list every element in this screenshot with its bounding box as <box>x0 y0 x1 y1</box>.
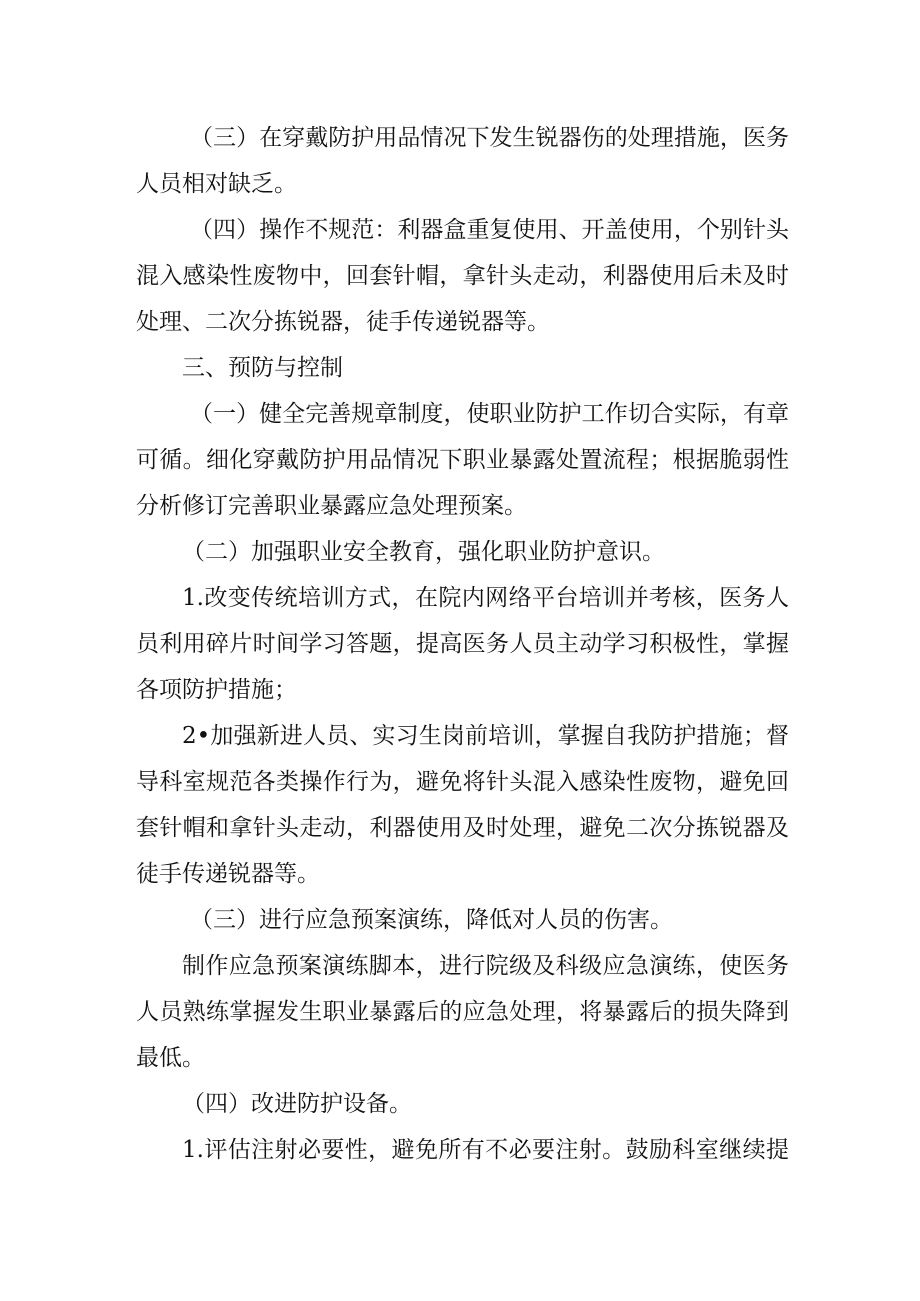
paragraph-line: 制作应急预案演练脚本，进行院级及科级应急演练，使医务 <box>182 953 789 979</box>
paragraph-line: 分析修订完善职业暴露应急处理预案。 <box>136 493 527 519</box>
section-heading: 三、预防与控制 <box>182 355 343 381</box>
paragraph-line: 导科室规范各类操作行为，避免将针头混入感染性废物，避免回 <box>136 769 789 795</box>
paragraph-line: 2•加强新进人员、实习生岗前培训，掌握自我防护措施；督 <box>182 723 789 749</box>
paragraph-line: 人员相对缺乏。 <box>136 171 297 197</box>
paragraph-line: 混入感染性废物中，回套针帽，拿针头走动，利器使用后未及时 <box>136 263 789 289</box>
paragraph-line: 可循。细化穿戴防护用品情况下职业暴露处置流程；根据脆弱性 <box>136 447 789 473</box>
subsection-heading: （四）改进防护设备。 <box>182 1091 412 1117</box>
paragraph-line: 1.改变传统培训方式，在院内网络平台培训并考核，医务人 <box>182 585 789 611</box>
paragraph-line: 员利用碎片时间学习答题，提高医务人员主动学习积极性，掌握 <box>136 631 789 657</box>
paragraph-line: 最低。 <box>136 1045 205 1071</box>
subsection-heading: （二）加强职业安全教育，强化职业防护意识。 <box>182 539 665 565</box>
paragraph-line: 各项防护措施； <box>136 677 297 703</box>
paragraph-line: 处理、二次分拣锐器，徒手传递锐器等。 <box>136 309 550 335</box>
paragraph-line: 徒手传递锐器等。 <box>136 861 320 887</box>
subsection-heading: （三）进行应急预案演练，降低对人员的伤害。 <box>190 907 673 933</box>
paragraph-line: 人员熟练掌握发生职业暴露后的应急处理，将暴露后的损失降到 <box>136 999 789 1025</box>
paragraph-line: 1.评估注射必要性，避免所有不必要注射。鼓励科室继续提 <box>182 1137 789 1163</box>
paragraph-line: （三）在穿戴防护用品情况下发生锐器伤的处理措施，医务 <box>190 125 789 151</box>
paragraph-line: 套针帽和拿针头走动，利器使用及时处理，避免二次分拣锐器及 <box>136 815 789 841</box>
paragraph-line: （一）健全完善规章制度，使职业防护工作切合实际，有章 <box>190 401 789 427</box>
paragraph-line: （四）操作不规范：利器盒重复使用、开盖使用，个别针头 <box>190 217 789 243</box>
